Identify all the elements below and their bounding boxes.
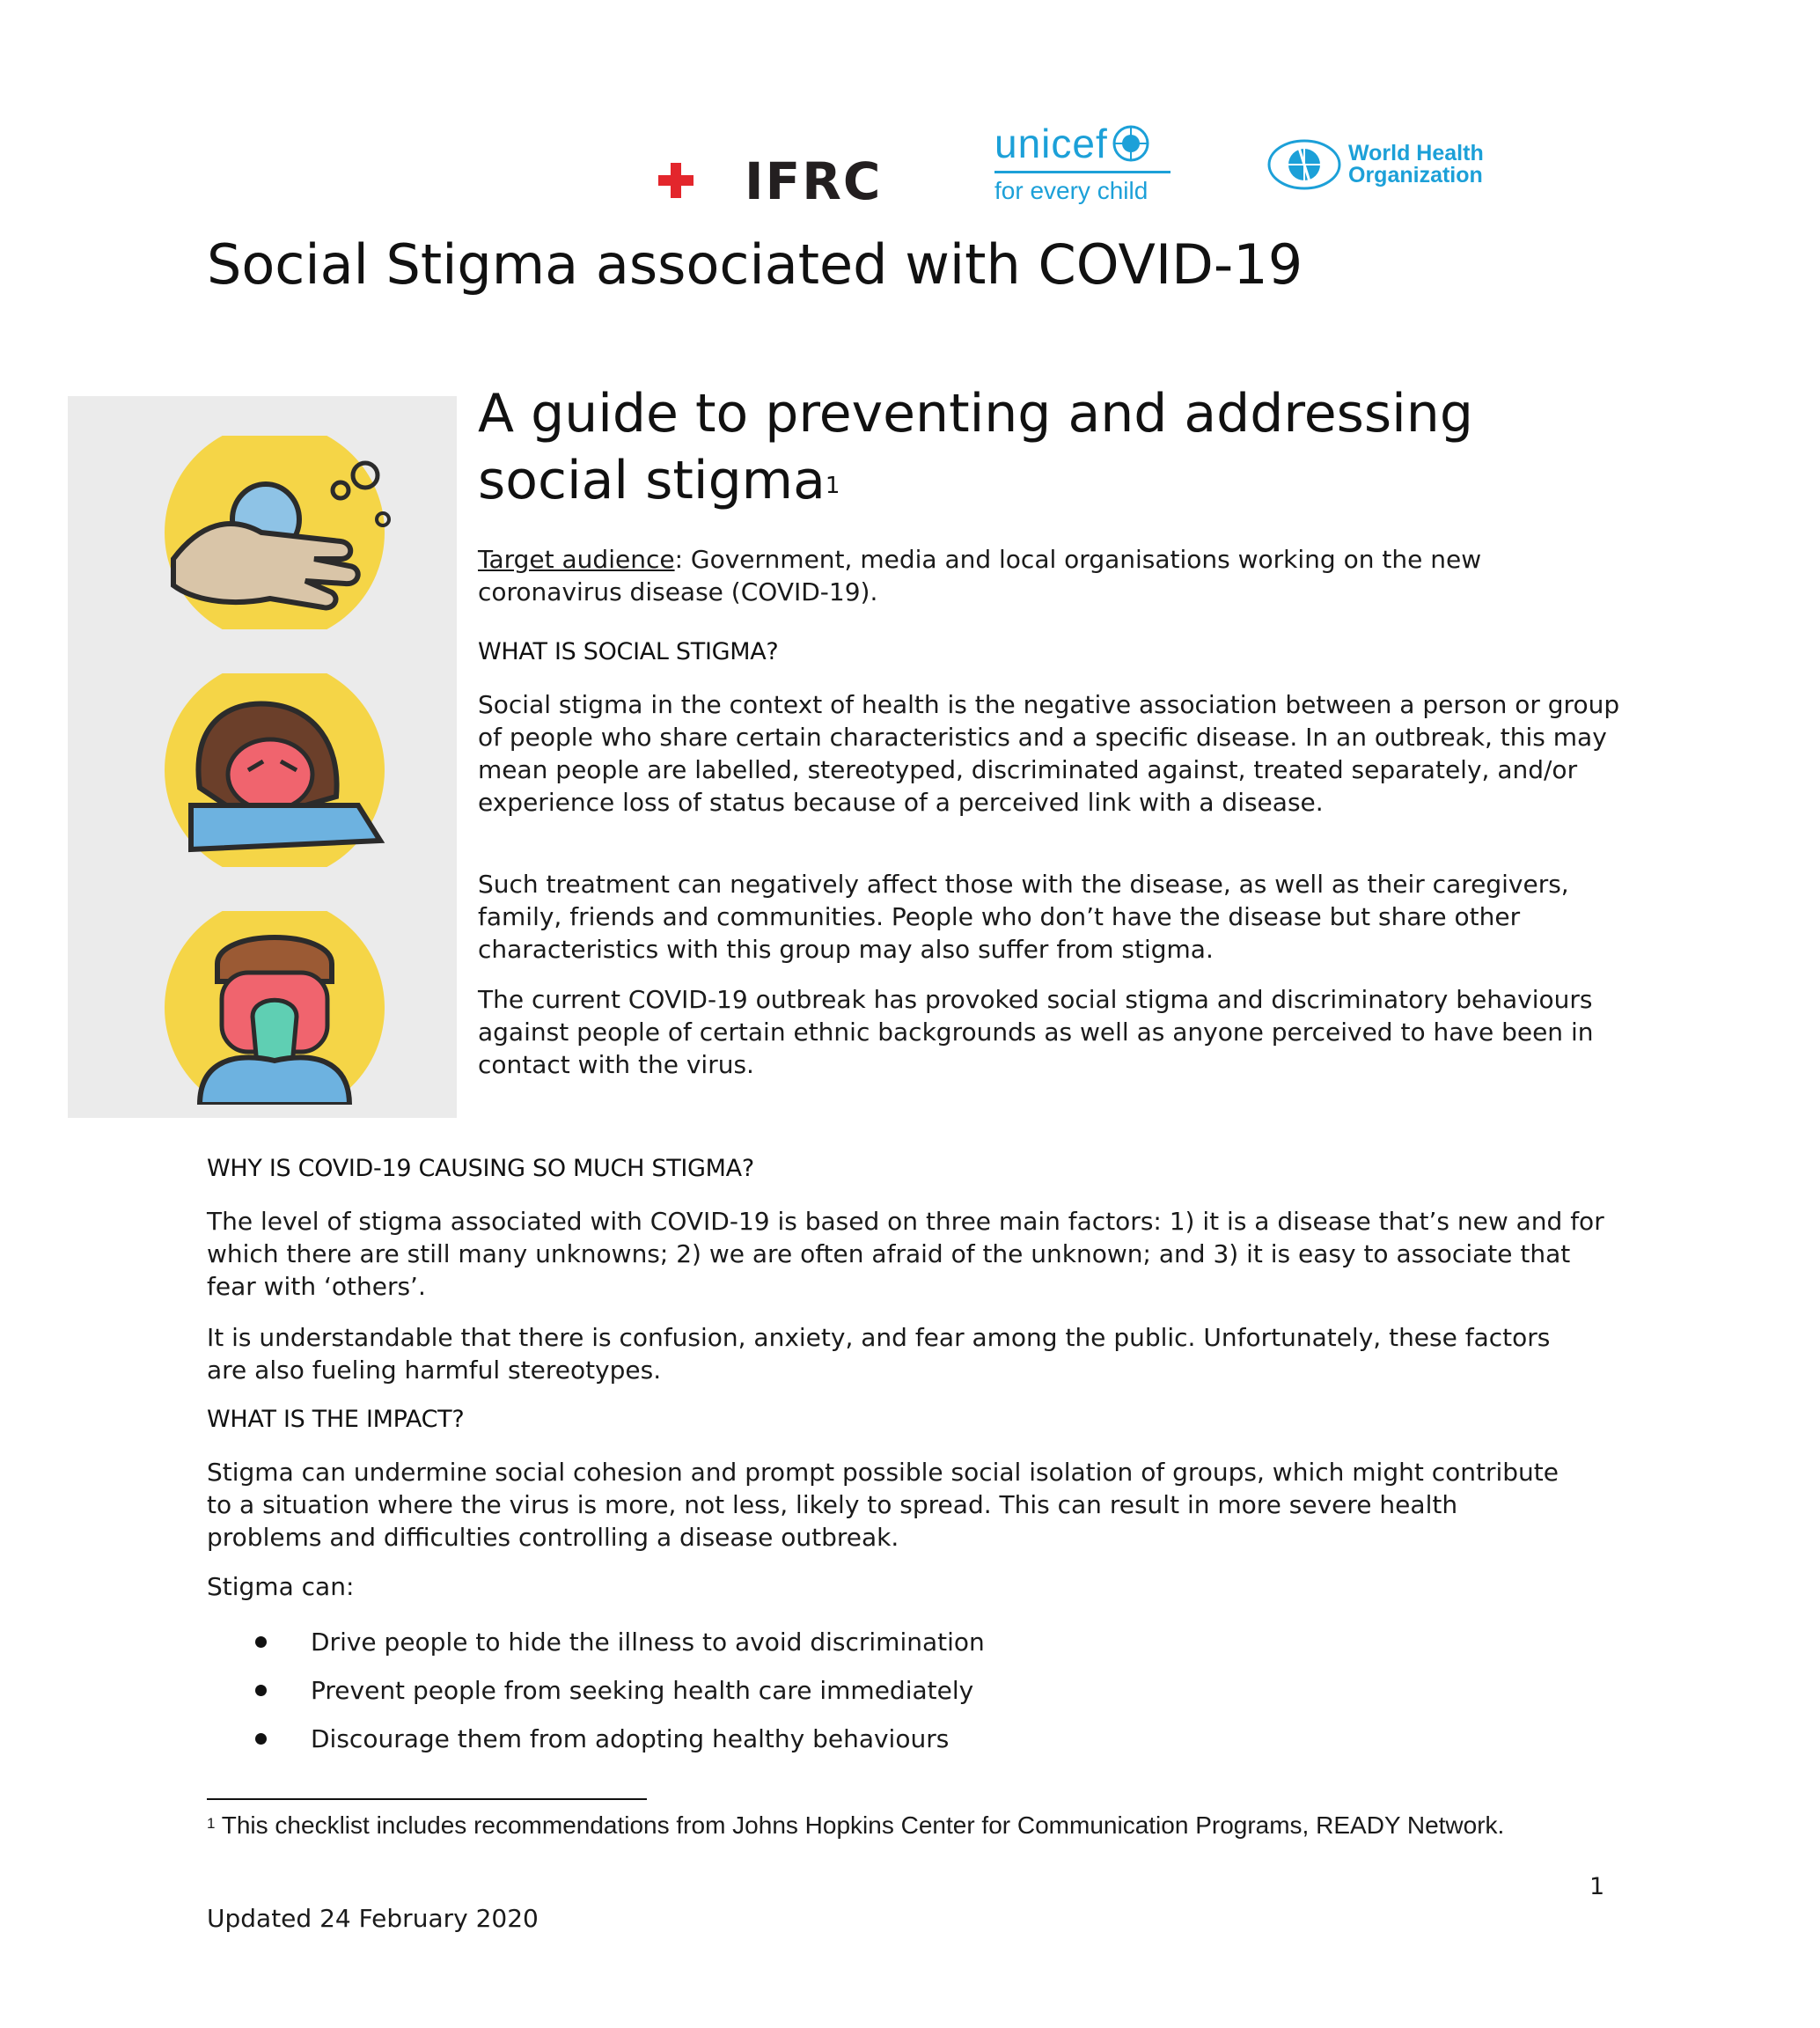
target-audience-text: : Government, media and local organisations working on the new coronavirus disease (COVID-19). [478, 545, 1482, 606]
red-cross-crescent-icon [658, 159, 739, 203]
footnote-separator [207, 1798, 647, 1800]
paragraph: Stigma can undermine social cohesion and prompt possible social isolation of groups, which might contribute to a situation where the virus is more, not less, likely to spread. This can result in more severe health problems and difficulties controlling a disease outbreak. [207, 1458, 1559, 1552]
who-emblem-icon [1267, 139, 1341, 190]
guide-title [478, 380, 1622, 514]
paragraph: Stigma can: [207, 1572, 355, 1601]
sneezing-into-elbow-icon [165, 673, 402, 867]
guide-title-text: A guide to preventing and addressing social stigma [478, 383, 1473, 511]
ifrc-logo [658, 151, 882, 211]
handwashing-icon [165, 436, 402, 629]
section-heading-why-stigma: WHY IS COVID-19 CAUSING SO MUCH STIGMA? [207, 1155, 754, 1182]
section-heading-social-stigma: WHAT IS SOCIAL STIGMA? [478, 638, 779, 665]
footnote-reference[interactable]: 1 [825, 473, 840, 499]
footnote [207, 1811, 1615, 1840]
footnote-marker: 1 [207, 1815, 216, 1832]
list-item: Drive people to hide the illness to avoid discrimination [255, 1618, 985, 1666]
paragraph: Social stigma in the context of health is the negative association between a person or group of people who share certain characteristics and a specific disease. In an outbreak, this may mean people are labelled, stereotyped, discriminated against, treated separately, and/or experience loss of status because of a perceived link with a disease. [478, 690, 1620, 817]
paragraph: The current COVID-19 outbreak has provoked social stigma and discriminatory behaviours against people of certain ethnic backgrounds as well as anyone perceived to have been in contact with the virus. [478, 985, 1594, 1079]
paragraph: It is understandable that there is confusion, anxiety, and fear among the public. Unfortunately, these factors are also fueling harmful stereotypes. [207, 1323, 1551, 1385]
updated-date: Updated 24 February 2020 [207, 1904, 539, 1933]
document-title: Social Stigma associated with COVID-19 [207, 232, 1303, 297]
page-number: 1 [1589, 1873, 1605, 1900]
bullet-icon [255, 1685, 267, 1696]
who-name-line1: World Health [1348, 141, 1484, 165]
target-audience-label: Target audience [478, 545, 675, 574]
who-name-line2: Organization [1348, 163, 1483, 187]
target-audience [478, 543, 1604, 608]
who-logo [1267, 139, 1484, 190]
stigma-effects-list [255, 1618, 985, 1763]
paragraph: Such treatment can negatively affect those with the disease, as well as their caregivers, family, friends and communities. People who don’t have the disease but share other characteristics with this group may also suffer from stigma. [478, 870, 1569, 964]
unicef-logo [994, 123, 1197, 205]
list-item: Prevent people from seeking health care immediately [255, 1666, 985, 1715]
bullet-icon [255, 1733, 267, 1745]
unicef-tagline: for every child [994, 177, 1149, 204]
unicef-wordmark: unicef [994, 121, 1108, 166]
unicef-emblem-icon [1112, 124, 1150, 163]
paragraph: The level of stigma associated with COVID-19 is based on three main factors: 1) it is a disease that’s new and for which there are still many unknowns; 2) we are often afraid of the unknown; and 3) it is easy to associate that fear with ‘others’. [207, 1207, 1604, 1301]
illustration-sidebar [68, 396, 457, 1118]
coughing-with-mask-icon [165, 911, 402, 1105]
list-item: Discourage them from adopting healthy behaviours [255, 1715, 985, 1763]
footnote-text: This checklist includes recommendations from Johns Hopkins Center for Communication Programs, READY Network. [215, 1811, 1505, 1839]
ifrc-wordmark: IFRC [745, 151, 883, 211]
bullet-icon [255, 1636, 267, 1648]
section-heading-impact: WHAT IS THE IMPACT? [207, 1406, 465, 1433]
